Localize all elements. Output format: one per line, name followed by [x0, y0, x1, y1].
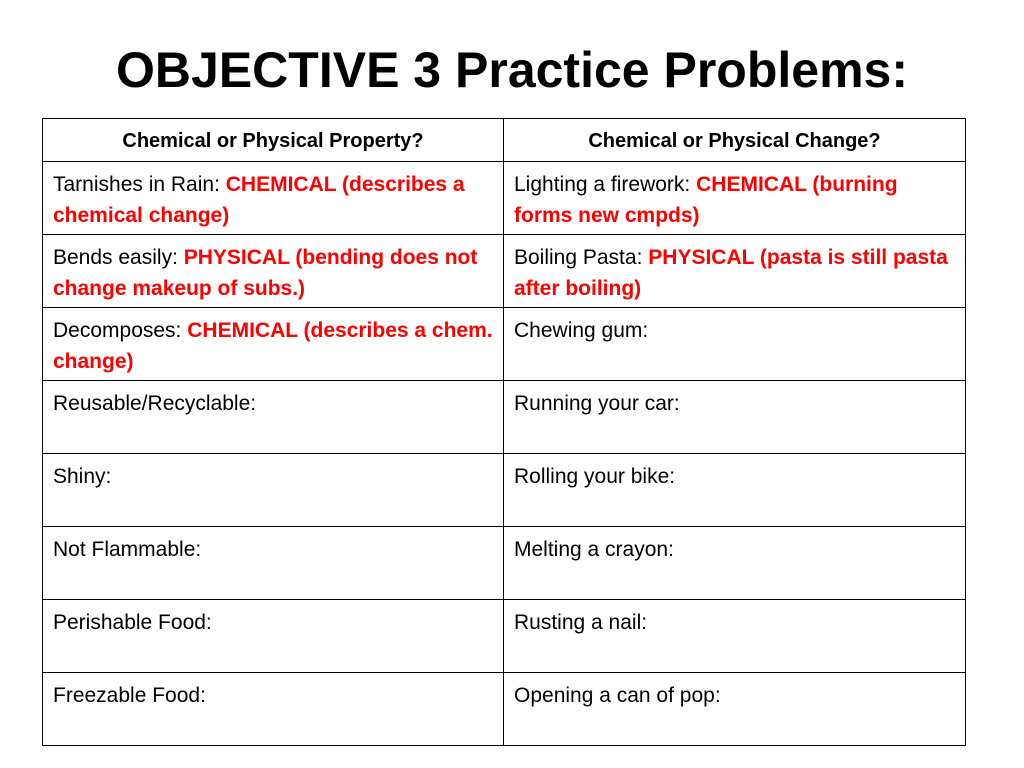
property-cell [43, 308, 504, 381]
cell-prompt: Decomposes: [53, 319, 182, 342]
cell-prompt: Rusting a nail: [514, 611, 648, 634]
table-row [43, 162, 966, 235]
table-row [43, 527, 966, 600]
property-cell [43, 381, 504, 454]
change-cell [504, 673, 966, 746]
cell-answer: CHEMICAL (describes a chemical change) [53, 173, 465, 227]
change-cell [504, 527, 966, 600]
cell-prompt: Running your car: [514, 392, 680, 415]
cell-answer: PHYSICAL (bending does not change makeup of subs.) [53, 246, 478, 300]
property-cell [43, 162, 504, 235]
table-body [43, 162, 966, 746]
change-cell [504, 308, 966, 381]
cell-prompt: Lighting a firework: [514, 173, 691, 196]
property-cell [43, 527, 504, 600]
cell-prompt: Chewing gum: [514, 319, 649, 342]
cell-prompt: Reusable/Recyclable: [53, 392, 257, 415]
cell-prompt: Shiny: [53, 465, 112, 488]
cell-prompt: Boiling Pasta: [514, 246, 643, 269]
cell-prompt: Not Flammable: [53, 538, 202, 561]
cell-answer: CHEMICAL (burning forms new cmpds) [514, 173, 898, 227]
cell-prompt: Freezable Food: [53, 684, 206, 707]
slide-title: OBJECTIVE 3 Practice Problems: [116, 42, 908, 98]
change-cell [504, 235, 966, 308]
table-row [43, 235, 966, 308]
cell-answer: CHEMICAL (describes a chem. change) [53, 319, 493, 373]
table-row [43, 454, 966, 527]
change-cell [504, 162, 966, 235]
property-cell [43, 673, 504, 746]
cell-prompt: Bends easily: [53, 246, 178, 269]
property-cell [43, 600, 504, 673]
property-cell [43, 454, 504, 527]
cell-prompt: Tarnishes in Rain: [53, 173, 220, 196]
change-cell [504, 381, 966, 454]
cell-prompt: Opening a can of pop: [514, 684, 721, 707]
cell-answer: PHYSICAL (pasta is still pasta after boiling) [514, 246, 948, 300]
cell-prompt: Melting a crayon: [514, 538, 674, 561]
table-header-row [43, 119, 966, 162]
change-cell [504, 454, 966, 527]
property-cell [43, 235, 504, 308]
practice-table [42, 118, 966, 746]
header-property: Chemical or Physical Property? [43, 119, 504, 162]
cell-prompt: Perishable Food: [53, 611, 212, 634]
table-row [43, 308, 966, 381]
table-row [43, 673, 966, 746]
table-row [43, 381, 966, 454]
change-cell [504, 600, 966, 673]
header-change: Chemical or Physical Change? [504, 119, 966, 162]
table-row [43, 600, 966, 673]
cell-prompt: Rolling your bike: [514, 465, 676, 488]
